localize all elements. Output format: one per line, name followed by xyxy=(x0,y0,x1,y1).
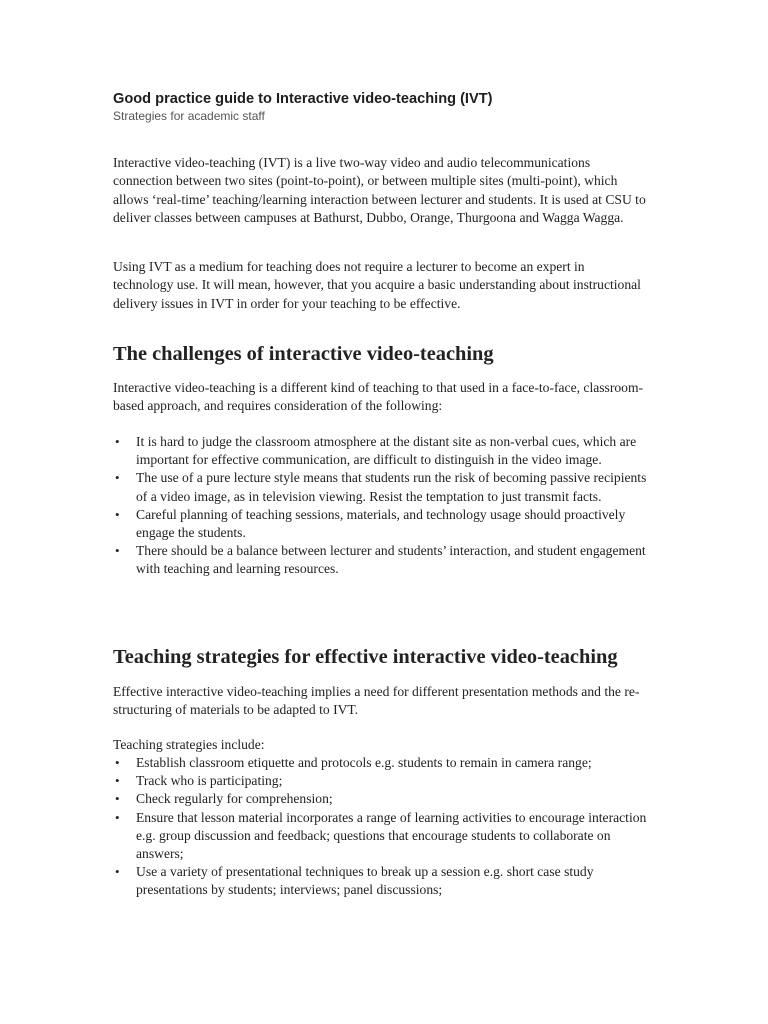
list-item: • Careful planning of teaching sessions, materials, and technology usage should proactively engage the students. xyxy=(113,506,653,542)
list-item: • There should be a balance between lecturer and students’ interaction, and student engagement with teaching and learning resources. xyxy=(113,542,653,578)
challenges-bullet-list xyxy=(113,433,653,579)
section-heading-challenges: The challenges of interactive video-teaching xyxy=(113,343,494,365)
list-item: • Ensure that lesson material incorporates a range of learning activities to encourage interaction e.g. group discussion and feedback; questions that encourage students to collaborate on answers; xyxy=(113,809,653,864)
intro-paragraph: Interactive video-teaching (IVT) is a live two-way video and audio telecommunications connection between two sites (point-to-point), or between multiple sites (multi-point), which allows ‘real-time’ teaching/learning interaction between lecturer and students. It is used at CSU to deliver classes between campuses at Bathurst, Dubbo, Orange, Thurgoona and Wagga Wagga. xyxy=(113,155,646,226)
document-title: Good practice guide to Interactive video-teaching (IVT) xyxy=(113,91,493,107)
section-heading-strategies: Teaching strategies for effective interactive video-teaching xyxy=(113,646,618,668)
strategies-list-label: Teaching strategies include: xyxy=(113,737,265,752)
list-item: • Use a variety of presentational techniques to break up a session e.g. short case study presentations by students; interviews; panel discussions; xyxy=(113,863,653,899)
intro-paragraph: Using IVT as a medium for teaching does not require a lecturer to become an expert in technology use. It will mean, however, that you acquire a basic understanding about instructional delivery issues in IVT in order for your teaching to be effective. xyxy=(113,259,641,311)
list-item: • Check regularly for comprehension; xyxy=(113,790,653,808)
list-item: • It is hard to judge the classroom atmosphere at the distant site as non-verbal cues, which are important for effective communication, are difficult to distinguish in the video image. xyxy=(113,433,653,469)
list-item: • Track who is participating; xyxy=(113,772,653,790)
section-intro-challenges: Interactive video-teaching is a different kind of teaching to that used in a face-to-face, classroom-based approach, and requires consideration of the following: xyxy=(113,380,644,414)
strategies-bullet-list xyxy=(113,754,653,900)
document-subtitle: Strategies for academic staff xyxy=(113,109,265,123)
section-intro-strategies: Effective interactive video-teaching implies a need for different presentation methods and the re-structuring of materials to be adapted to IVT. xyxy=(113,684,640,718)
list-item: • The use of a pure lecture style means that students run the risk of becoming passive recipients of a video image, as in television viewing. Resist the temptation to just transmit facts. xyxy=(113,469,653,505)
list-item: • Establish classroom etiquette and protocols e.g. students to remain in camera range; xyxy=(113,754,653,772)
